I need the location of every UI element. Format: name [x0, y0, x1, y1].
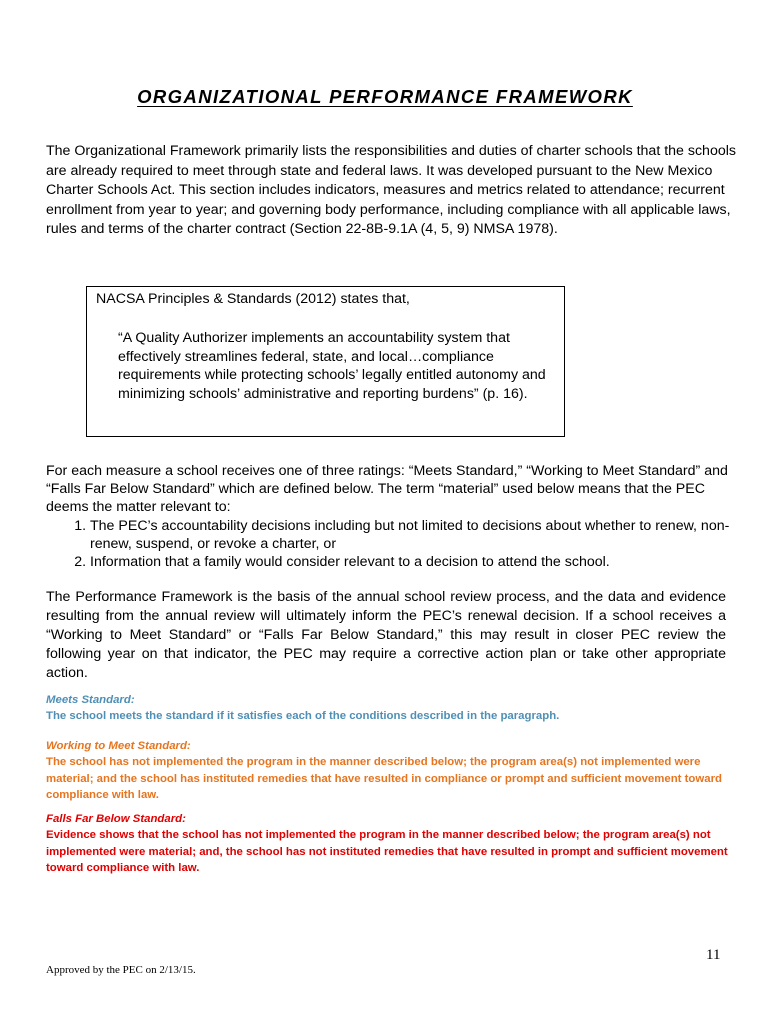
rating-falls-far-below: [46, 811, 736, 877]
ratings-intro: For each measure a school receives one of three ratings: “Meets Standard,” “Working to Meet Standard” and “Falls Far Below Standard” which are defined below. The term “material” used below means that the PEC deems the matter relevant to:: [46, 463, 728, 516]
page-number: 11: [706, 947, 721, 963]
rating-heading: Working to Meet Standard:: [46, 740, 191, 752]
quote-lead: NACSA Principles & Standards (2012) states that,: [96, 291, 410, 307]
page-title: ORGANIZATIONAL PERFORMANCE FRAMEWORK: [137, 86, 633, 107]
rating-working-to-meet: [46, 738, 736, 804]
list-item: 2. Information that a family would consider relevant to a decision to attend the school.: [90, 553, 736, 571]
performance-paragraph: The Performance Framework is the basis of the annual school review process, and the data and evidence resulting from the annual review will ultimately inform the PEC’s renewal decision. If a school receives a “Working to Meet Standard” or “Falls Far Below Standard,” this may result in closer PEC review the following year on that indicator, the PEC may require a corrective action plan or take other appropriate action.: [46, 589, 726, 681]
list-item: 1. The PEC’s accountability decisions including but not limited to decisions about whether to renew, non-renew, suspend, or revoke a charter, or: [90, 517, 736, 553]
rating-heading: Meets Standard:: [46, 694, 135, 706]
rating-description: The school has not implemented the program in the manner described below; the program area(s) not implemented were material; and the school has instituted remedies that have resulted in compliance or prompt and sufficient movement toward compliance with law.: [46, 756, 722, 802]
rating-description: The school meets the standard if it satisfies each of the conditions described in the paragraph.: [46, 710, 560, 723]
material-list: [46, 517, 736, 572]
rating-description: Evidence shows that the school has not implemented the program in the manner described below; the program area(s) not implemented were material; and, the school has not instituted remedies that have resulted in prompt and sufficient movement toward compliance with law.: [46, 829, 728, 875]
footer-approval: Approved by the PEC on 2/13/15.: [46, 964, 196, 976]
ratings-intro-section: [46, 462, 736, 571]
quote-text: “A Quality Authorizer implements an accountability system that effectively streamlines federal, state, and local…compliance requirements while protecting schools’ legally entitled autonomy and minimizing schools’ administrative and reporting burdens” (p. 16).: [118, 330, 546, 402]
rating-heading: Falls Far Below Standard:: [46, 813, 186, 825]
quote-box: [86, 286, 565, 437]
intro-paragraph: The Organizational Framework primarily lists the responsibilities and duties of charter schools that the schools are already required to meet through state and federal laws. It was developed pursuant to the New Mexico Charter Schools Act. This section includes indicators, measures and metrics related to attendance; recurrent enrollment from year to year; and governing body performance, including compliance with all applicable laws, rules and terms of the charter contract (Section 22-8B-9.1A (4, 5, 9) NMSA 1978).: [46, 143, 736, 237]
rating-meets-standard: [46, 692, 736, 725]
